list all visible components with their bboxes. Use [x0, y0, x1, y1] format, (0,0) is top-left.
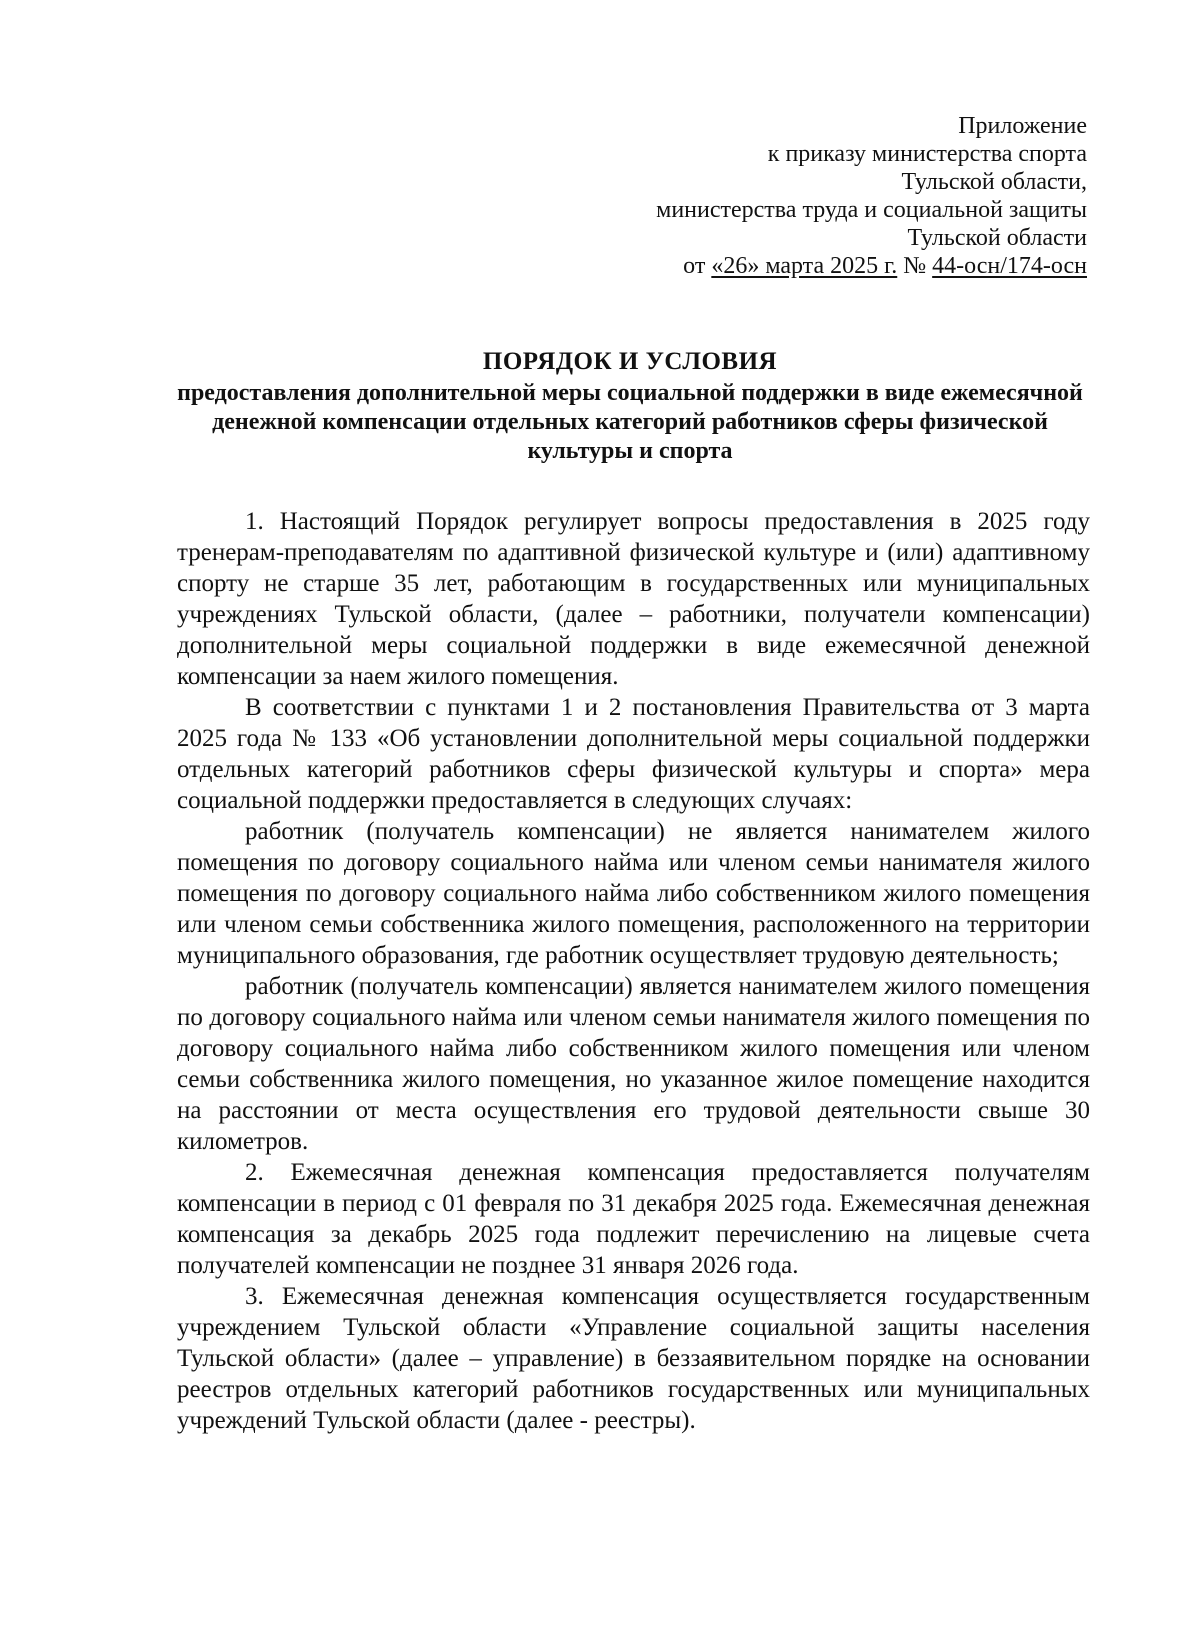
- document-title: [170, 347, 1090, 466]
- annex-header: [527, 112, 1087, 280]
- paragraph-1: 1. Настоящий Порядок регулирует вопросы предоставления в 2025 году тренерам-преподавателям по адаптивной физической культуре и (или) адаптивному спорту не старше 35 лет, работающим в государственных или муниципальных учреждениях Тульской области, (далее – работники, получатели компенсации) дополнительной меры социальной поддержки в виде ежемесячной денежной компенсации за наем жилого помещения.: [177, 508, 1090, 690]
- title-subtitle: предоставления дополнительной меры социальной поддержки в виде ежемесячной денежной компенсации отдельных категорий работников сферы физической культуры и спорта: [177, 380, 1083, 464]
- annex-line-1: Приложение: [958, 113, 1087, 139]
- annex-number-sign: №: [897, 253, 933, 279]
- annex-line-2: к приказу министерства спорта: [767, 141, 1087, 167]
- paragraph-4: работник (получатель компенсации) является нанимателем жилого помещения по договору социального найма или членом семьи нанимателя жилого помещения по договору социального найма либо собственником жилого помещения или членом семьи собственника жилого помещения, но указанное жилое помещение находится на расстоянии от места осуществления его трудовой деятельности свыше 30 километров.: [177, 973, 1090, 1155]
- paragraph-6: 3. Ежемесячная денежная компенсация осуществляется государственным учреждением Тульской области «Управление социальной защиты населения Тульской области» (далее – управление) в беззаявительном порядке на основании реестров отдельных категорий работников государственных или муниципальных учреждений Тульской области (далее - реестры).: [177, 1283, 1090, 1434]
- paragraph-2: В соответствии с пунктами 1 и 2 постановления Правительства от 3 марта 2025 года № 133 «Об установлении дополнительной меры социальной поддержки отдельных категорий работников сферы физической культуры и спорта» мера социальной поддержки предоставляется в следующих случаях:: [177, 694, 1090, 814]
- paragraph-3: работник (получатель компенсации) не является нанимателем жилого помещения по договору социального найма или членом семьи нанимателя жилого помещения по договору социального найма либо собственником жилого помещения или членом семьи собственника жилого помещения, расположенного на территории муниципального образования, где работник осуществляет трудовую деятельность;: [177, 818, 1090, 969]
- document-body: [177, 506, 1090, 1436]
- annex-number: 44-осн/174-осн: [932, 253, 1087, 279]
- paragraph-5: 2. Ежемесячная денежная компенсация предоставляется получателям компенсации в период с 01 февраля по 31 декабря 2025 года. Ежемесячная денежная компенсация за декабрь 2025 года подлежит перечислению на лицевые счета получателей компенсации не позднее 31 января 2026 года.: [177, 1159, 1090, 1279]
- annex-line-5: Тульской области: [907, 225, 1087, 251]
- annex-date: «26» марта 2025 г.: [711, 253, 898, 279]
- title-main: ПОРЯДОК И УСЛОВИЯ: [482, 348, 778, 375]
- annex-line-6: [527, 252, 1087, 280]
- annex-line-3: Тульской области,: [901, 169, 1087, 195]
- annex-date-prefix: от: [683, 253, 712, 279]
- annex-line-4: министерства труда и социальной защиты: [656, 197, 1087, 223]
